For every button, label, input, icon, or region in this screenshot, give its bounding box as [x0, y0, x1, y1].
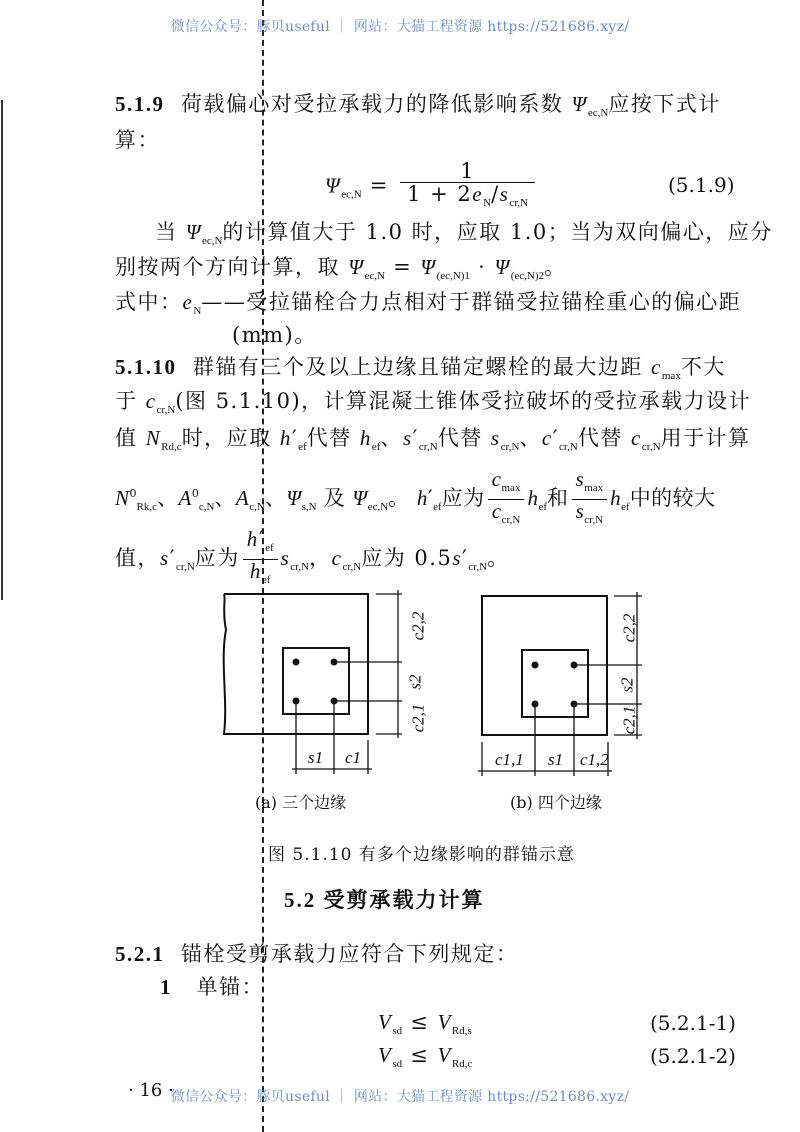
item-number: 1 — [160, 975, 172, 999]
subscript: cr,N — [559, 441, 578, 453]
subscript: Rk,c — [136, 501, 157, 513]
equation-number: (5.2.1-1) — [650, 1011, 736, 1035]
formula-5-2-1-1 — [378, 1008, 472, 1045]
subscript: ef — [371, 441, 381, 453]
symbol: h — [279, 426, 292, 450]
clause-number: 5.2.1 — [115, 942, 165, 966]
subscript: ef — [261, 574, 271, 586]
text: 当 — [155, 220, 186, 244]
symbol: h — [527, 486, 539, 510]
symbol: s — [575, 467, 585, 491]
label-s1-b: s1 — [548, 750, 564, 769]
label-s2-b: s2 — [617, 677, 637, 693]
symbol: c — [631, 426, 642, 450]
subscript: ec,N — [341, 188, 362, 201]
text: 、 — [157, 486, 179, 510]
prime: ′ — [427, 486, 434, 510]
subscript: Rd,s — [451, 1025, 472, 1037]
subscript: cr,N — [641, 441, 661, 453]
symbol: h — [249, 559, 262, 583]
clause-number: 5.1.10 — [115, 355, 177, 379]
dimension-lines-a — [292, 590, 402, 774]
prime: ′ — [462, 546, 469, 570]
symbol: Ψ — [325, 173, 342, 198]
symbol: Ψ — [348, 255, 365, 279]
subscript: sd — [392, 1025, 403, 1037]
clause-number: 5.1.9 — [115, 92, 165, 116]
subfigure-caption-b: (b) 四个边缘 — [510, 793, 602, 812]
subscript: ef — [265, 542, 274, 554]
text: = — [384, 255, 421, 279]
text: 、 — [214, 486, 236, 510]
subscript: ef — [433, 501, 442, 513]
subscript: N — [483, 197, 492, 209]
symbol: c — [541, 426, 553, 450]
symbol: V — [437, 1043, 452, 1067]
watermark-bottom: 微信公众号：豚贝useful ｜ 网站：大猫工程资源 https://521686.xyz/ — [170, 1089, 630, 1105]
text: 。 — [388, 486, 417, 510]
symbol: Ψ — [286, 486, 302, 510]
prime: ′ — [552, 426, 560, 450]
text: 用于计算 — [660, 426, 751, 450]
text: 于 — [115, 389, 146, 413]
text: 不大 — [680, 355, 726, 379]
label-s2-a: s2 — [405, 674, 425, 690]
watermark-top: 微信公众号：豚贝useful ｜ 网站：大猫工程资源 https://521686.xyz/ — [170, 19, 630, 35]
bolts-a — [293, 659, 338, 705]
symbol: N — [145, 426, 162, 450]
text: 锚栓受剪承载力应符合下列规定： — [180, 942, 519, 966]
text: ， — [309, 546, 332, 570]
symbol: Ψ — [571, 92, 588, 116]
operator: ≤ — [402, 1043, 438, 1067]
text: 。 — [487, 546, 510, 570]
symbol: c — [331, 546, 343, 570]
symbol: s — [499, 182, 510, 206]
subscript: ef — [538, 501, 547, 513]
page-number: · 16 · — [128, 1080, 174, 1101]
subscript: ef — [298, 441, 307, 453]
text: 、 — [264, 486, 287, 510]
subfigure-caption-a: (a) 三个边缘 — [255, 793, 347, 812]
symbol: Ψ — [185, 220, 202, 244]
symbol: s — [575, 499, 585, 523]
text: 群锚有三个及以上边缘且锚定螺栓的最大边距 — [192, 355, 652, 379]
text: 值 — [115, 426, 146, 450]
text: 别按两个方向计算，取 — [115, 255, 349, 279]
symbol: c — [491, 467, 502, 491]
symbol: s — [452, 546, 463, 570]
text: 荷载偏心对受拉承载力的降低影响系数 — [180, 92, 572, 116]
symbol: A — [178, 486, 192, 510]
diagram-a — [224, 590, 402, 774]
text: 、 — [519, 426, 542, 450]
prime: ′ — [291, 426, 299, 450]
subscript: cr,N — [500, 441, 520, 453]
subscript: sd — [392, 1058, 403, 1070]
subscript: cr,N — [501, 514, 521, 526]
label-c21-b: c2,1 — [619, 705, 639, 735]
subscript: cr,N — [342, 561, 362, 573]
subscript: ec,N — [587, 107, 609, 119]
symbol: Ψ — [352, 486, 368, 510]
text: / — [491, 182, 500, 206]
text: 代替 — [437, 426, 491, 450]
subscript: cr,N — [468, 561, 488, 573]
text: 时，应取 — [181, 426, 280, 450]
subscript: cr,N — [290, 561, 310, 573]
subscript: s,N — [301, 501, 317, 513]
symbol: N — [115, 486, 130, 510]
symbol: Ψ — [420, 255, 437, 279]
base-plate-a — [283, 648, 349, 714]
subscript: Rd,c — [451, 1058, 473, 1070]
label-s1-a: s1 — [308, 748, 324, 767]
symbol: s — [160, 546, 170, 570]
figure-caption: 图 5.1.10 有多个边缘影响的群锚示意 — [268, 845, 575, 865]
text: 的计算值大于 1.0 时，应取 1.0；当为双向偏心，应分 — [222, 220, 773, 244]
text: 、 — [380, 426, 403, 450]
text: 1 + 2 — [407, 182, 473, 206]
operator: ≤ — [402, 1010, 438, 1034]
superscript: 0 — [191, 487, 199, 500]
text: 代替 — [577, 426, 632, 450]
subscript: ec,N — [201, 235, 223, 247]
text: 值， — [115, 546, 160, 570]
symbol: s — [490, 426, 501, 450]
subscript: max — [661, 370, 681, 382]
symbol: s — [280, 546, 291, 570]
label-c22-b: c2,2 — [619, 613, 639, 643]
text: 。 — [544, 255, 567, 279]
label-c11-b: c1,1 — [495, 750, 524, 769]
label-c1-a: c1 — [345, 748, 362, 767]
symbol: Ψ — [494, 255, 511, 279]
subscript: ec,N — [367, 501, 389, 513]
where-line-unit: (mm)。 — [232, 323, 317, 347]
label-c21-a: c2,1 — [408, 703, 428, 733]
text: 及 — [316, 486, 353, 510]
subscript: Rd,c — [161, 441, 182, 453]
list-item-1 — [160, 973, 264, 1001]
subscript: c,N — [198, 501, 215, 513]
text: 代替 — [306, 426, 360, 450]
symbol: h — [246, 527, 259, 551]
subscript: (ec,N)1 — [436, 270, 470, 282]
equals: = — [361, 173, 398, 198]
equation-number: (5.2.1-2) — [650, 1044, 736, 1068]
formula-5-2-1-2 — [378, 1041, 472, 1078]
text: 应为 — [194, 546, 240, 570]
symbol: s — [402, 426, 413, 450]
symbol: A — [235, 486, 250, 510]
text: 单锚： — [196, 975, 265, 999]
subscript: ec,N — [364, 270, 385, 282]
text: ——受拉锚栓合力点相对于群锚受拉锚栓重心的偏心距 — [201, 290, 742, 314]
subscript: max — [501, 482, 521, 494]
text: 应为 — [441, 486, 485, 510]
symbol: h — [359, 426, 372, 450]
subscript: cr,N — [509, 197, 529, 209]
symbol: e — [472, 182, 484, 206]
subscript: max — [584, 482, 604, 494]
label-c22-a: c2,2 — [408, 611, 428, 641]
symbol: c — [651, 355, 662, 379]
subscript: c,N — [249, 501, 265, 513]
prime: ′ — [169, 546, 176, 570]
text: 和 — [547, 486, 569, 510]
bolts-b — [532, 662, 578, 708]
symbol: V — [437, 1010, 452, 1034]
text: · — [469, 255, 495, 279]
base-plate-b — [522, 650, 588, 717]
superscript: 0 — [129, 487, 137, 500]
text: 应按下式计 — [608, 92, 721, 116]
text: 中的较大 — [629, 486, 716, 510]
subscript: cr,N — [175, 561, 195, 573]
symbol: e — [182, 290, 194, 314]
subscript: N — [193, 305, 202, 317]
symbol: V — [378, 1043, 393, 1067]
symbol: V — [378, 1010, 393, 1034]
text: 式中： — [115, 290, 183, 314]
clause-5-1-9-line2: 算： — [115, 128, 160, 152]
text: 应为 0.5 — [361, 546, 453, 570]
equation-number: (5.1.9) — [668, 173, 735, 197]
text: (图 5.1.10)，计算混凝土锥体受拉破坏的受拉承载力设计 — [175, 389, 752, 413]
numerator: 1 — [400, 160, 535, 183]
symbol: c — [491, 499, 502, 523]
prime: ′ — [258, 527, 266, 551]
subscript: cr,N — [418, 441, 438, 453]
subscript: cr,N — [584, 514, 604, 526]
clause-5-2-1 — [115, 940, 518, 968]
symbol: h — [416, 486, 428, 510]
subscript: ef — [621, 501, 630, 513]
symbol: c — [145, 389, 157, 413]
prime: ′ — [412, 426, 419, 450]
symbol: h — [610, 486, 622, 510]
section-heading-5-2: 5.2 受剪承载力计算 — [284, 888, 485, 912]
label-c12-b: c1,2 — [580, 750, 609, 769]
subscript: (ec,N)2 — [510, 270, 545, 282]
subscript: cr,N — [156, 404, 176, 416]
